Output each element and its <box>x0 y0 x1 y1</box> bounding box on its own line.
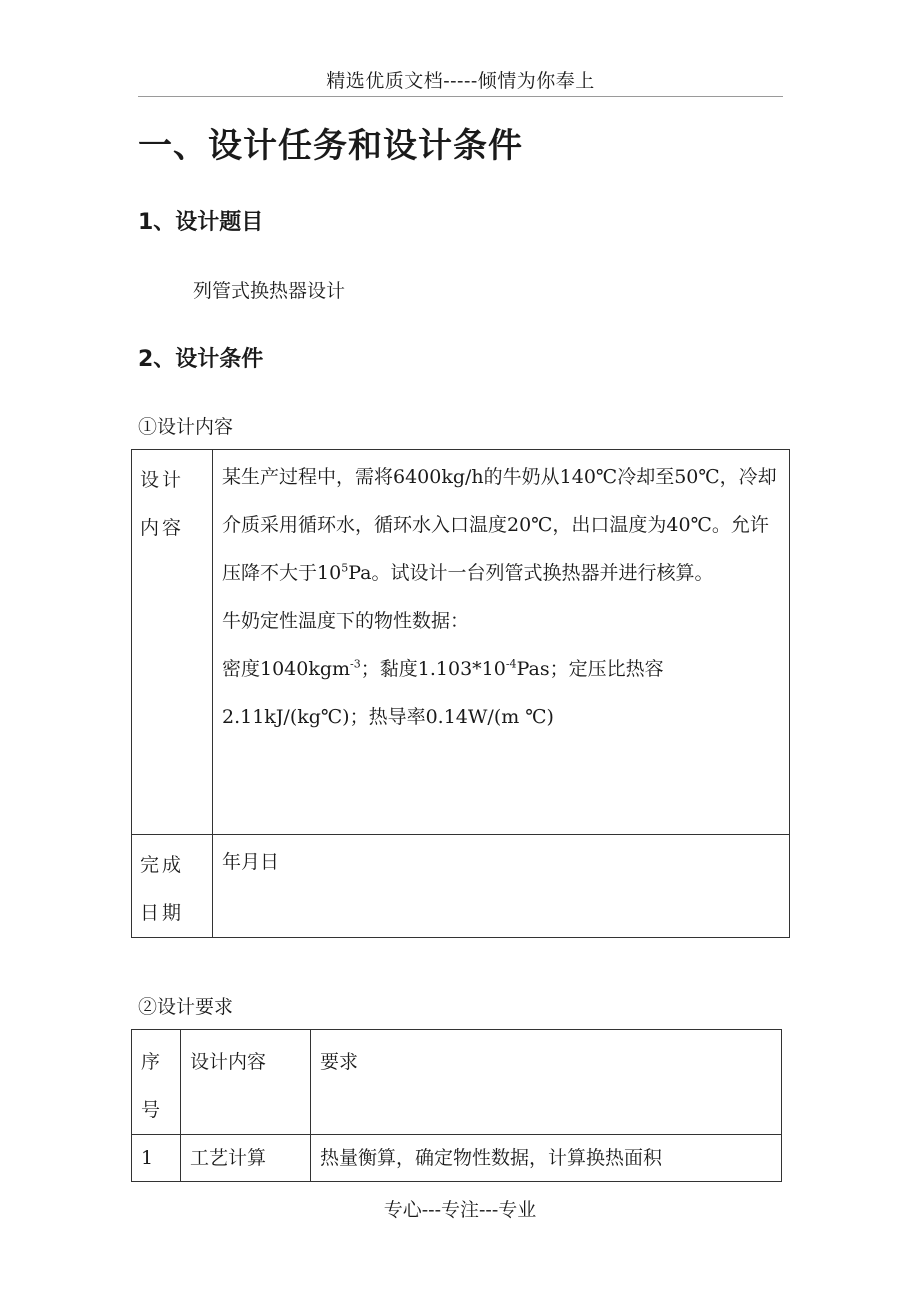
heat-text: Pas；定压比热容 2.11kJ/(kg℃)；热导率0.14W/(m ℃) <box>222 658 664 728</box>
page-footer: 专心---专注---专业 <box>383 1199 537 1221</box>
label-line-1: 完成 <box>140 854 185 876</box>
property-intro: 牛奶定性温度下的物性数据： <box>222 610 470 632</box>
topic-heading: 1、设计题目 <box>138 210 264 235</box>
row-no: 1 <box>132 1135 181 1182</box>
exponent: 5 <box>341 561 349 575</box>
design-content-label <box>132 450 213 835</box>
density-text: 密度1040kgm <box>222 658 351 680</box>
label-line-1: 设计 <box>140 469 185 491</box>
topic-text: 列管式换热器设计 <box>193 280 346 302</box>
row-item: 工艺计算 <box>181 1135 311 1182</box>
completion-date-label <box>132 835 213 938</box>
design-content-table <box>131 449 790 938</box>
conditions-heading: 2、设计条件 <box>138 347 264 372</box>
exponent: -4 <box>505 657 517 671</box>
completion-date-value: 年月日 <box>213 835 790 938</box>
row-requirement: 热量衡算，确定物性数据，计算换热面积 <box>311 1135 782 1182</box>
section-title: 一、设计任务和设计条件 <box>138 126 523 166</box>
property-data <box>222 645 781 741</box>
page-header: 精选优质文档-----倾情为你奉上 <box>326 70 595 92</box>
viscosity-text: ；黏度1.103*10 <box>360 658 506 680</box>
requirements-table <box>131 1029 782 1182</box>
header-divider <box>138 96 783 97</box>
design-content-row <box>132 450 790 835</box>
label-line-2: 日期 <box>140 902 185 924</box>
task-description <box>222 453 781 597</box>
design-content-value <box>213 450 790 835</box>
label-line-2: 内容 <box>140 517 185 539</box>
table-row <box>132 1135 782 1182</box>
task-text-b: Pa。试设计一台列管式换热器并进行核算。 <box>348 562 714 584</box>
content-label: ①设计内容 <box>138 416 234 438</box>
table-header-row <box>132 1030 782 1135</box>
task-text-a: 某生产过程中，需将6400kg/h的牛奶从140℃冷却至50℃，冷却介质采用循环水，循环水入口温度20℃，出口温度为40℃。允许压降不大于10 <box>222 466 777 584</box>
header-no: 序号 <box>132 1030 181 1135</box>
exponent: -3 <box>350 657 361 671</box>
header-requirement: 要求 <box>311 1030 782 1135</box>
completion-date-row <box>132 835 790 938</box>
header-item: 设计内容 <box>181 1030 311 1135</box>
requirements-label: ②设计要求 <box>138 996 234 1018</box>
